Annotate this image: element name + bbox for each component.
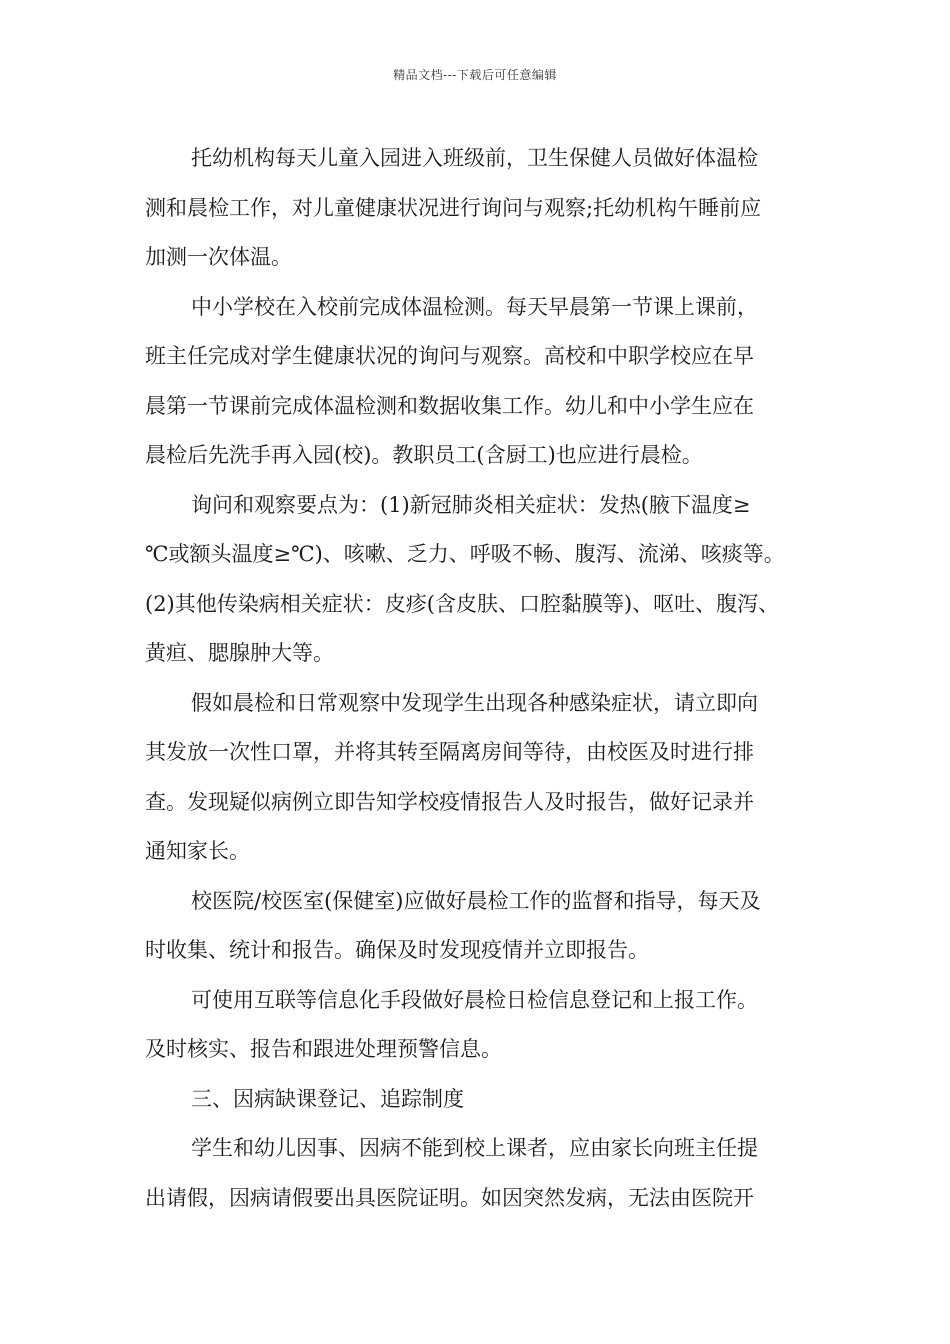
section-heading: 三、因病缺课登记、追踪制度 bbox=[191, 1086, 464, 1111]
paragraph-observation-points bbox=[145, 481, 817, 679]
text-line: 及时核实、报告和跟进处理预警信息。 bbox=[145, 1037, 502, 1061]
text-line: 查。发现疑似病例立即告知学校疫情报告人及时报告，做好记录并 bbox=[145, 789, 754, 814]
text-line: 加测一次体温。 bbox=[145, 245, 292, 269]
paragraph-school-temperature-check bbox=[145, 283, 817, 481]
text-line: 中小学校在入校前完成体温检测。每天早晨第一节课上课前， bbox=[191, 294, 758, 319]
text-line: 测和晨检工作，对儿童健康状况进行询问与观察;托幼机构午睡前应 bbox=[145, 195, 762, 220]
text-line: 时收集、统计和报告。确保及时发现疫情并立即报告。 bbox=[145, 938, 649, 962]
paragraph-school-clinic-supervision bbox=[145, 877, 817, 976]
text-line: 班主任完成对学生健康状况的询问与观察。高校和中职学校应在早 bbox=[145, 344, 754, 368]
text-line: 询问和观察要点为：(1)新冠肺炎相关症状：发热(腋下温度≥ bbox=[191, 492, 751, 517]
text-line: (2)其他传染病相关症状：皮疹(含皮肤、口腔黏膜等)、呕吐、腹泻、 bbox=[145, 591, 780, 616]
text-line: 其发放一次性口罩，并将其转至隔离房间等待，由校医及时进行排 bbox=[145, 740, 754, 764]
text-line: 黄疸、腮腺肿大等。 bbox=[145, 641, 334, 665]
paragraph-symptom-handling bbox=[145, 679, 817, 877]
text-line: 出请假，因病请假要出具医院证明。如因突然发病，无法由医院开 bbox=[145, 1185, 754, 1210]
text-line: 可使用互联等信息化手段做好晨检日检信息登记和上报工作。 bbox=[191, 987, 758, 1012]
document-body bbox=[145, 134, 817, 1223]
paragraph-information-reporting bbox=[145, 976, 817, 1075]
text-line: 托幼机构每天儿童入园进入班级前，卫生保健人员做好体温检 bbox=[191, 146, 758, 170]
section-heading-absence-tracking bbox=[145, 1075, 817, 1125]
text-line: 学生和幼儿因事、因病不能到校上课者，应由家长向班主任提 bbox=[191, 1136, 758, 1160]
text-line: 晨检后先洗手再入园(校)。教职员工(含厨工)也应进行晨检。 bbox=[145, 443, 703, 467]
text-line: 通知家长。 bbox=[145, 839, 250, 863]
page-header: 精品文档---下载后可任意编辑 bbox=[393, 68, 557, 82]
paragraph-sick-leave bbox=[145, 1124, 817, 1223]
text-line: 假如晨检和日常观察中发现学生出现各种感染症状，请立即向 bbox=[191, 690, 758, 715]
paragraph-morning-check-childcare bbox=[145, 134, 817, 283]
text-line: ℃或额头温度≥℃)、咳嗽、乏力、呼吸不畅、腹泻、流涕、咳痰等。 bbox=[145, 542, 785, 566]
text-line: 晨第一节课前完成体温检测和数据收集工作。幼儿和中小学生应在 bbox=[145, 393, 754, 418]
text-line: 校医院/校医室(保健室)应做好晨检工作的监督和指导，每天及 bbox=[191, 888, 761, 913]
